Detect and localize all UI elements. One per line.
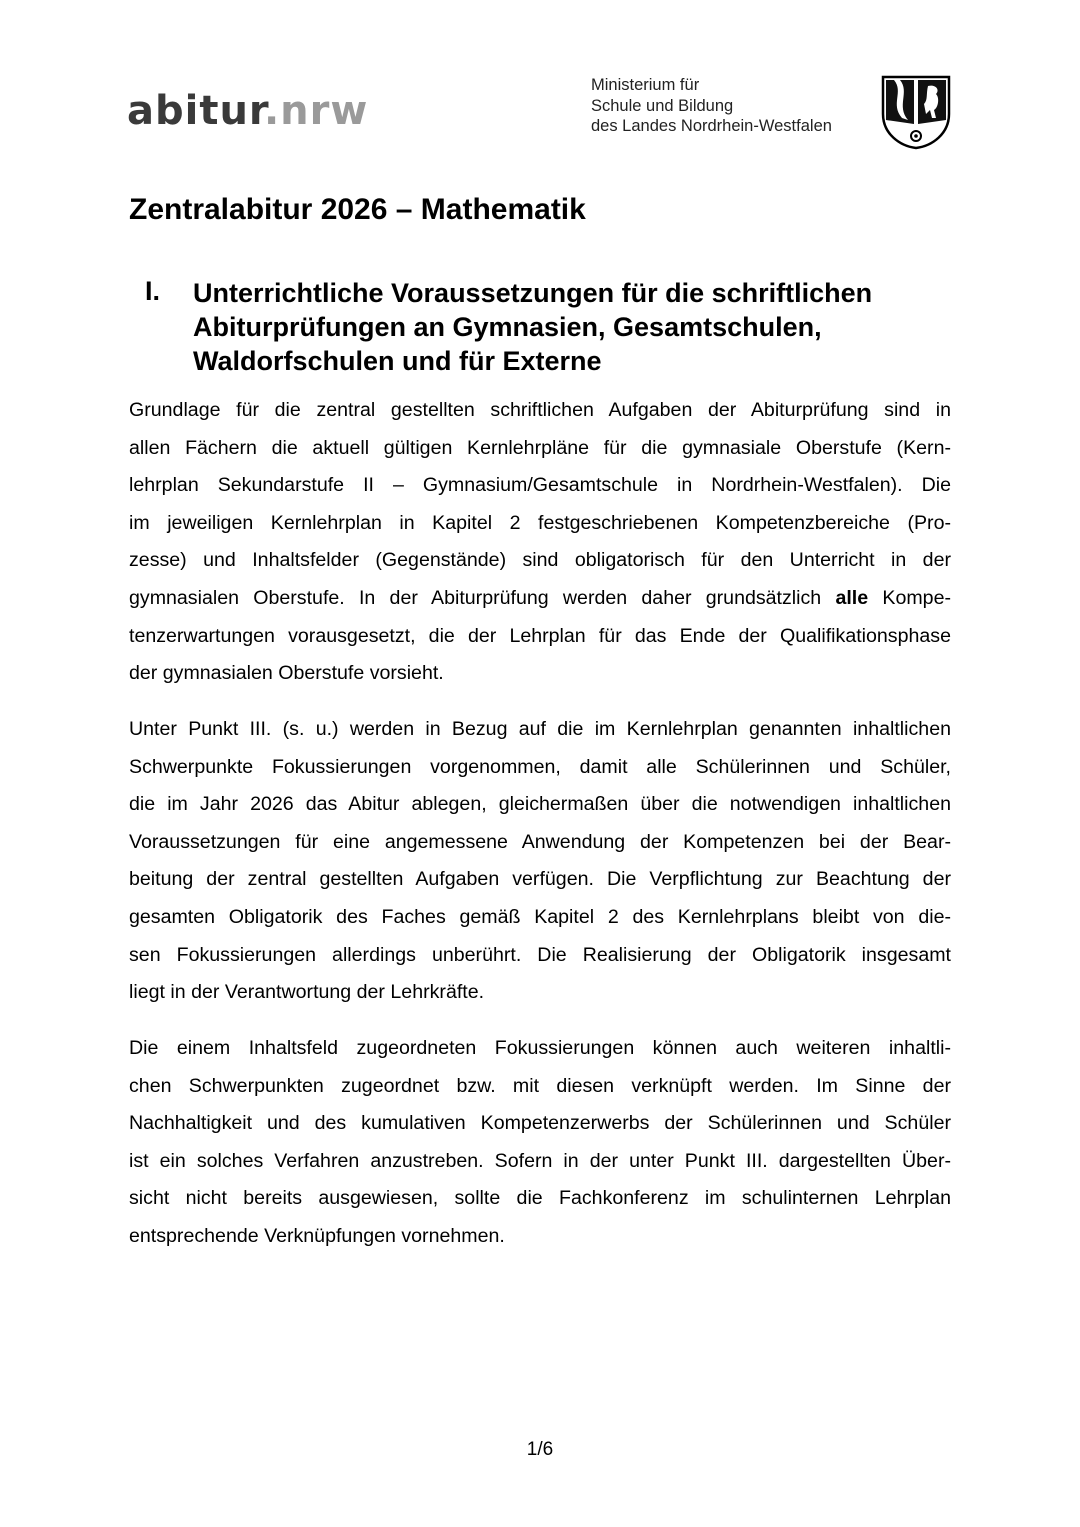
text-segment: tenzerwartungen vorausgesetzt, die der Lehrplan für das Ende der Qualifikationsphase — [129, 624, 951, 647]
text-line — [129, 937, 951, 975]
text-line — [129, 1180, 951, 1218]
paragraph-1 — [129, 392, 951, 693]
text-line — [129, 467, 951, 505]
text-line — [129, 1105, 951, 1143]
logo-main-text: abitur — [127, 88, 264, 134]
text-line — [129, 1068, 951, 1106]
section-heading — [193, 276, 872, 378]
text-line — [129, 542, 951, 580]
text-segment: ist ein solches Verfahren anzustreben. Sofern in der unter Punkt III. dargestellten Über- — [129, 1149, 951, 1172]
text-line — [129, 618, 951, 656]
text-line — [129, 505, 951, 543]
section-number: I. — [145, 276, 161, 306]
logo-suffix-text: .nrw — [263, 88, 369, 134]
text-segment: gesamten Obligatorik des Faches gemäß Kapitel 2 des Kernlehrplans bleibt von die- — [129, 905, 951, 928]
text-segment: Kompe- — [868, 586, 951, 609]
text-line — [129, 655, 951, 693]
section-heading-line: Waldorfschulen und für Externe — [193, 346, 602, 376]
text-segment: die im Jahr 2026 das Abitur ablegen, gleichermaßen über die notwendigen inhaltlichen — [129, 793, 951, 816]
text-segment: Nachhaltigkeit und des kumulativen Kompetenzerwerbs der Schülerinnen und Schüler — [129, 1112, 951, 1135]
ministry-line: Ministerium für — [591, 76, 700, 94]
text-segment: sicht nicht bereits ausgewiesen, sollte die Fachkonferenz im schulinternen Lehrplan — [129, 1187, 951, 1210]
text-segment: beitung der zentral gestellten Aufgaben verfügen. Die Verpflichtung zur Beachtung der — [129, 868, 951, 891]
text-segment: Unter Punkt III. (s. u.) werden in Bezug auf die im Kernlehrplan genannten inhaltlichen — [129, 718, 951, 740]
text-line — [129, 786, 951, 824]
text-line — [129, 430, 951, 468]
text-line — [129, 749, 951, 787]
text-line — [129, 1030, 951, 1068]
text-segment: gymnasialen Oberstufe. In der Abiturprüfung werden daher grundsätzlich — [129, 586, 836, 609]
text-segment: im jeweiligen Kernlehrplan in Kapitel 2 festgeschriebenen Kompetenzbereiche (Pro- — [129, 511, 951, 534]
text-segment: sen Fokussierungen allerdings unberührt. Die Realisierung der Obligatorik insgesamt — [129, 943, 951, 966]
text-segment: zesse) und Inhaltsfelder (Gegenstände) sind obligatorisch für den Unterricht in der — [129, 549, 951, 572]
text-line — [129, 392, 951, 430]
abitur-nrw-logo — [127, 88, 368, 134]
section-heading-line: Unterrichtliche Voraussetzungen für die schriftlichen — [193, 278, 873, 308]
text-line — [129, 1143, 951, 1181]
text-segment: liegt in der Verantwortung der Lehrkräfte. — [129, 981, 485, 1004]
text-segment: Schwerpunkte Fokussierungen vorgenommen, damit alle Schülerinnen und Schüler, — [129, 755, 951, 778]
text-line — [129, 861, 951, 899]
text-segment: Grundlage für die zentral gestellten schriftlichen Aufgaben der Abiturprüfung sind in — [129, 399, 951, 421]
text-segment: Voraussetzungen für eine angemessene Anwendung der Kompetenzen bei der Bear- — [129, 830, 951, 853]
text-segment: entsprechende Verknüpfungen vornehmen. — [129, 1224, 505, 1247]
paragraph-2 — [129, 711, 951, 1012]
text-line — [129, 974, 951, 1012]
page-number: 1/6 — [526, 1439, 554, 1460]
emphasis-text: alle — [835, 586, 869, 609]
paragraph-3 — [129, 1030, 951, 1256]
text-segment: der gymnasialen Oberstufe vorsieht. — [129, 662, 444, 685]
text-line — [129, 899, 951, 937]
text-line — [129, 580, 951, 618]
text-segment: chen Schwerpunkten zugeordnet bzw. mit diesen verknüpft werden. Im Sinne der — [129, 1074, 951, 1097]
text-segment: allen Fächern die aktuell gültigen Kernlehrpläne für die gymnasiale Oberstufe (Kern- — [129, 436, 951, 459]
nrw-coat-of-arms-icon — [880, 74, 952, 150]
text-segment: Die einem Inhaltsfeld zugeordneten Fokussierungen können auch weiteren inhaltli- — [129, 1037, 951, 1059]
text-line — [129, 711, 951, 749]
ministry-name — [591, 75, 832, 137]
section-heading-line: Abiturprüfungen an Gymnasien, Gesamtschulen, — [193, 312, 822, 342]
text-segment: lehrplan Sekundarstufe II – Gymnasium/Gesamtschule in Nordrhein-Westfalen). Die — [129, 474, 951, 497]
ministry-line: des Landes Nordrhein-Westfalen — [591, 117, 832, 135]
page-title: Zentralabitur 2026 – Mathematik — [129, 193, 586, 226]
ministry-line: Schule und Bildung — [591, 96, 734, 115]
text-line — [129, 1218, 951, 1256]
text-line — [129, 824, 951, 862]
